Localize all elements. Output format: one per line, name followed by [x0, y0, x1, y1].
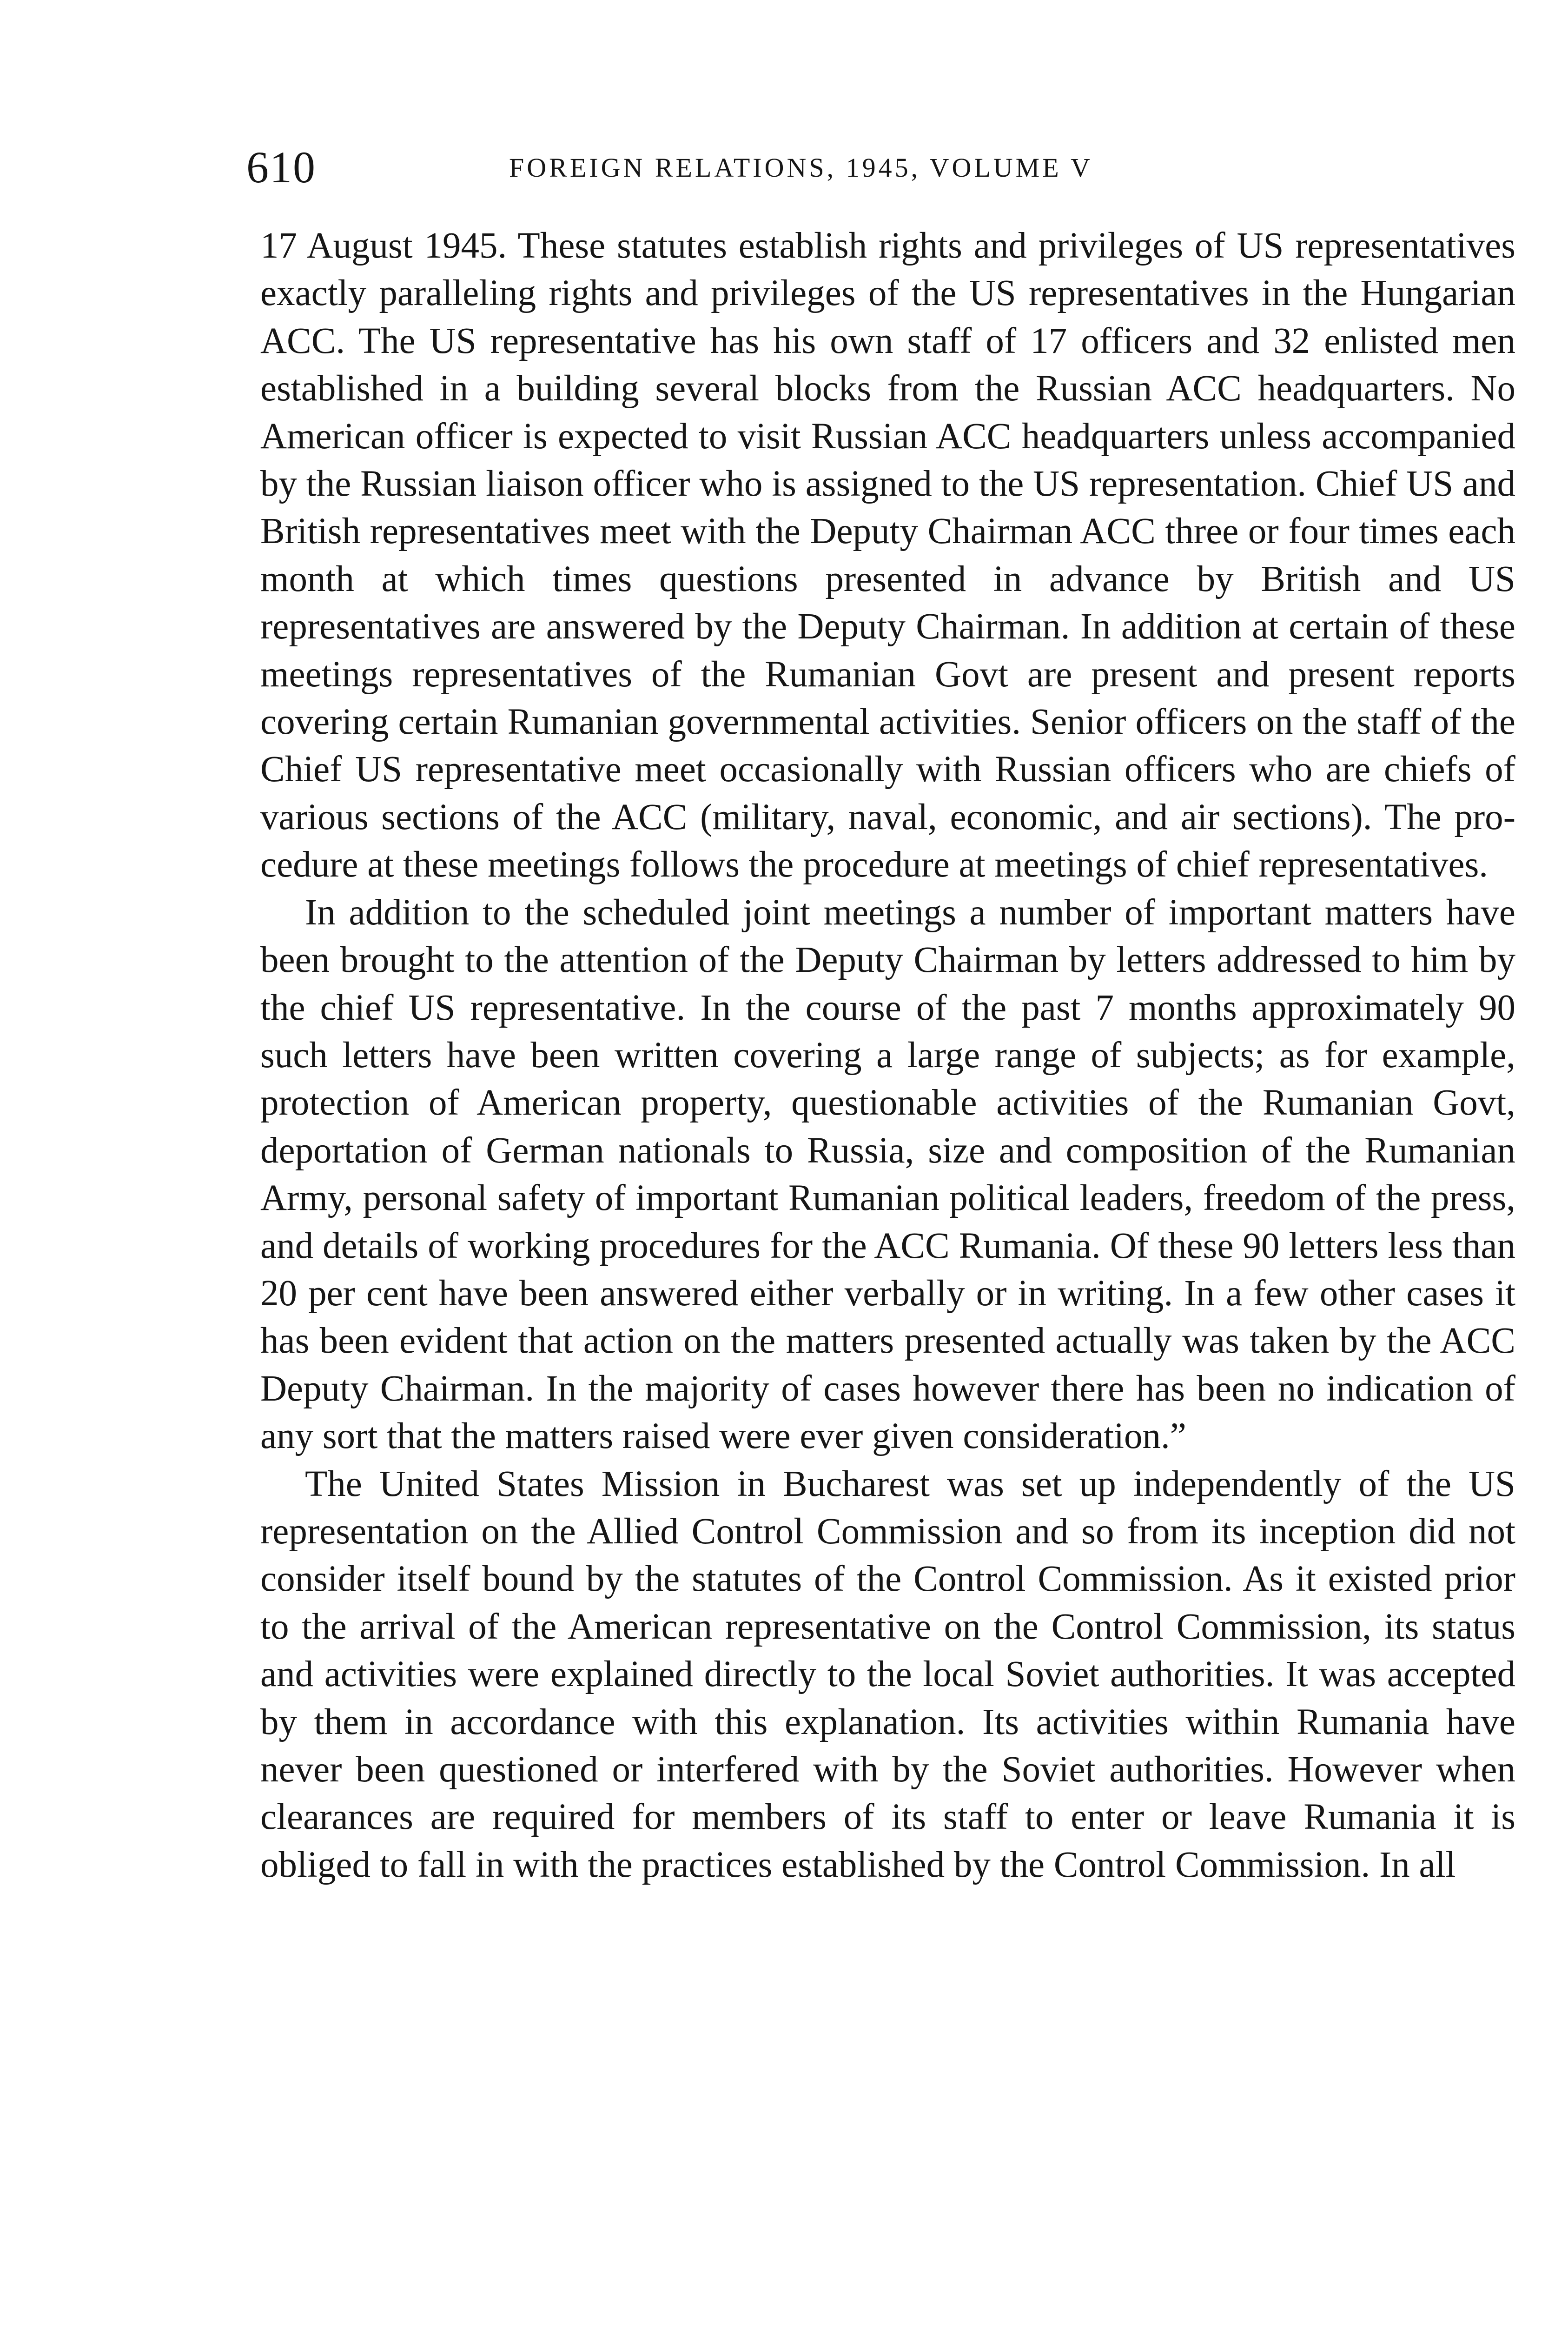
page-number: 610	[246, 142, 316, 192]
paragraph: The United States Mission in Bucharest was set up independently of the US representation on the Allied Control Commission and so from its inception did not consider itself bound by the statutes of the Control Commission. As it existed prior to the arrival of the American representative on the Control Commission, its status and activities were explained directly to the local Soviet authorities. It was accepted by them in accordance with this explanation. Its activities within Rumania have never been questioned or interfered with by the Soviet authorities. However when clearances are required for members of its staff to enter or leave Rumania it is obliged to fall in with the practices established by the Control Commission. In all	[260, 1463, 1515, 1885]
running-title: FOREIGN RELATIONS, 1945, VOLUME V	[509, 153, 1093, 183]
paragraph: In addition to the scheduled joint meetings a number of important matters have been brought to the attention of the Deputy Chairman by letters addressed to him by the chief US representative. In the course of the past 7 months approximately 90 such letters have been written covering a large range of subjects; as for example, protection of American property, questionable activities of the Rumanian Govt, deportation of German nationals to Russia, size and composition of the Rumanian Army, personal safety of important Rumanian political leaders, freedom of the press, and details of working procedures for the ACC Rumania. Of these 90 letters less than 20 per cent have been answered either verbally or in writing. In a few other cases it has been evident that action on the matters presented actually was taken by the ACC Deputy Chairman. In the majority of cases however there has been no indication of any sort that the matters raised were ever given consideration.”	[260, 892, 1515, 1457]
running-head	[246, 140, 1525, 195]
body-text	[260, 222, 1515, 1889]
paragraph-continued: 17 August 1945. These statutes establish rights and privileges of US representatives exactly paralleling rights and privileges of the US representatives in the Hungarian ACC. The US representative has his own staff of 17 officers and 32 enlisted men established in a building several blocks from the Russian ACC headquarters. No American officer is expected to visit Russian ACC headquarters unless accompanied by the Russian liaison officer who is assigned to the US representation. Chief US and British representatives meet with the Deputy Chairman ACC three or four times each month at which times questions presented in advance by British and US representatives are answered by the Deputy Chairman. In addition at certain of these meetings representatives of the Rumanian Govt are present and present reports covering certain Rumanian governmental activities. Senior officers on the staff of the Chief US representative meet occasionally with Russian officers who are chiefs of various sections of the ACC (military, naval, economic, and air sections). The procedure at these meetings follows the procedure at meetings of chief representatives.	[260, 226, 1515, 885]
